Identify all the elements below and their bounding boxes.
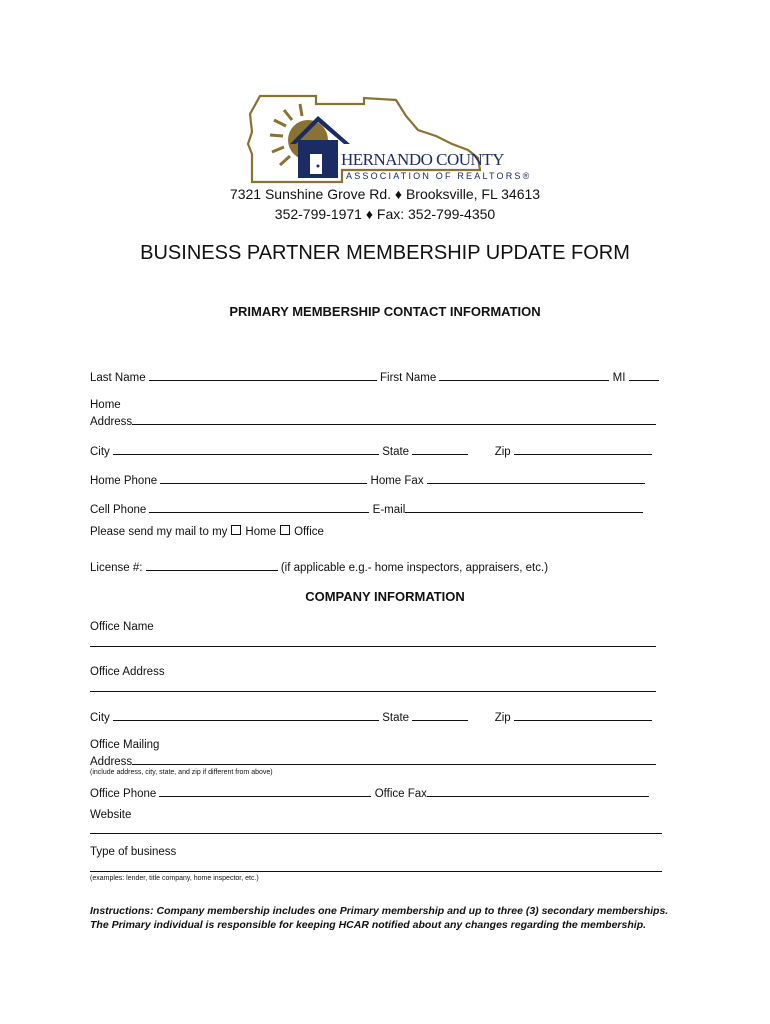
office-mailing-row [90, 753, 656, 769]
mail-preference-label: Please send my mail to my [90, 526, 228, 538]
state-label: State [382, 446, 410, 458]
home-address-row [90, 413, 656, 429]
city-field[interactable] [113, 443, 379, 455]
business-type-field[interactable] [90, 860, 662, 872]
office-checkbox[interactable] [280, 525, 290, 535]
office-name-label: Office Name [90, 621, 154, 633]
org-name: HERNANDO COUNTY [341, 150, 504, 169]
office-name-field[interactable] [90, 635, 656, 647]
org-phone-fax: 352-799-1971 ♦ Fax: 352-799-4350 [274, 206, 496, 222]
cell-phone-row [90, 501, 643, 517]
name-row [90, 369, 659, 385]
instructions-text: Instructions: Company membership includes one Primary membership and up to three (3) secondary memberships. The Primary individual is responsible for keeping HCAR notified about any changes regarding the membership. [90, 905, 669, 931]
website-label: Website [90, 809, 132, 821]
home-phone-label: Home Phone [90, 475, 158, 487]
license-row [90, 559, 548, 575]
form-title: BUSINESS PARTNER MEMBERSHIP UPDATE FORM [140, 242, 630, 264]
office-address-label: Office Address [90, 666, 165, 678]
state-field[interactable] [412, 443, 468, 455]
mailing-note: (include address, city, state, and zip if different from above) [90, 769, 273, 776]
license-label: License #: [90, 562, 143, 574]
home-address-field[interactable] [132, 413, 656, 425]
business-note: (examples: lender, title company, home inspector, etc.) [90, 875, 259, 882]
company-zip-field[interactable] [514, 709, 652, 721]
mailing-address-label: Address [90, 756, 133, 768]
company-state-label: State [382, 712, 410, 724]
mi-field[interactable] [629, 369, 659, 381]
company-zip-label: Zip [494, 712, 511, 724]
home-phone-row [90, 472, 645, 488]
first-name-field[interactable] [439, 369, 609, 381]
email-field[interactable] [405, 501, 643, 513]
company-city-field[interactable] [113, 709, 379, 721]
home-phone-field[interactable] [160, 472, 367, 484]
mi-label: MI [612, 372, 626, 384]
cell-phone-field[interactable] [149, 501, 369, 513]
office-phone-row [90, 785, 649, 801]
license-field[interactable] [146, 559, 278, 571]
company-city-label: City [90, 712, 110, 724]
office-address-field[interactable] [90, 680, 656, 692]
cell-phone-label: Cell Phone [90, 504, 147, 516]
office-fax-label: Office Fax [374, 788, 427, 800]
company-state-field[interactable] [412, 709, 468, 721]
zip-label: Zip [494, 446, 511, 458]
company-section-heading: COMPANY INFORMATION [305, 589, 465, 604]
business-type-label: Type of business [90, 846, 177, 858]
office-phone-label: Office Phone [90, 788, 157, 800]
office-phone-field[interactable] [159, 785, 371, 797]
home-checkbox[interactable] [231, 525, 241, 535]
first-name-label: First Name [380, 372, 437, 384]
org-address: 7321 Sunshine Grove Rd. ♦ Brooksville, FL 34613 [229, 186, 541, 202]
address-label: Address [90, 416, 133, 428]
office-checkbox-label: Office [294, 526, 324, 538]
home-checkbox-label: Home [245, 526, 277, 538]
website-field[interactable] [90, 822, 662, 834]
home-label: Home [90, 399, 121, 411]
primary-section-heading: PRIMARY MEMBERSHIP CONTACT INFORMATION [229, 304, 541, 319]
office-mailing-field[interactable] [132, 753, 656, 765]
home-fax-label: Home Fax [370, 475, 424, 487]
city-row [90, 443, 652, 459]
office-mailing-label: Office Mailing [90, 739, 160, 751]
last-name-label: Last Name [90, 372, 146, 384]
home-fax-field[interactable] [427, 472, 645, 484]
company-city-row [90, 709, 652, 725]
city-label: City [90, 446, 110, 458]
org-subtitle: ASSOCIATION OF REALTORS® [346, 171, 532, 181]
last-name-field[interactable] [149, 369, 377, 381]
license-note: (if applicable e.g.- home inspectors, appraisers, etc.) [280, 562, 549, 574]
mail-preference-row [90, 525, 324, 539]
zip-field[interactable] [514, 443, 652, 455]
email-label: E-mail [372, 504, 406, 516]
office-fax-field[interactable] [427, 785, 649, 797]
